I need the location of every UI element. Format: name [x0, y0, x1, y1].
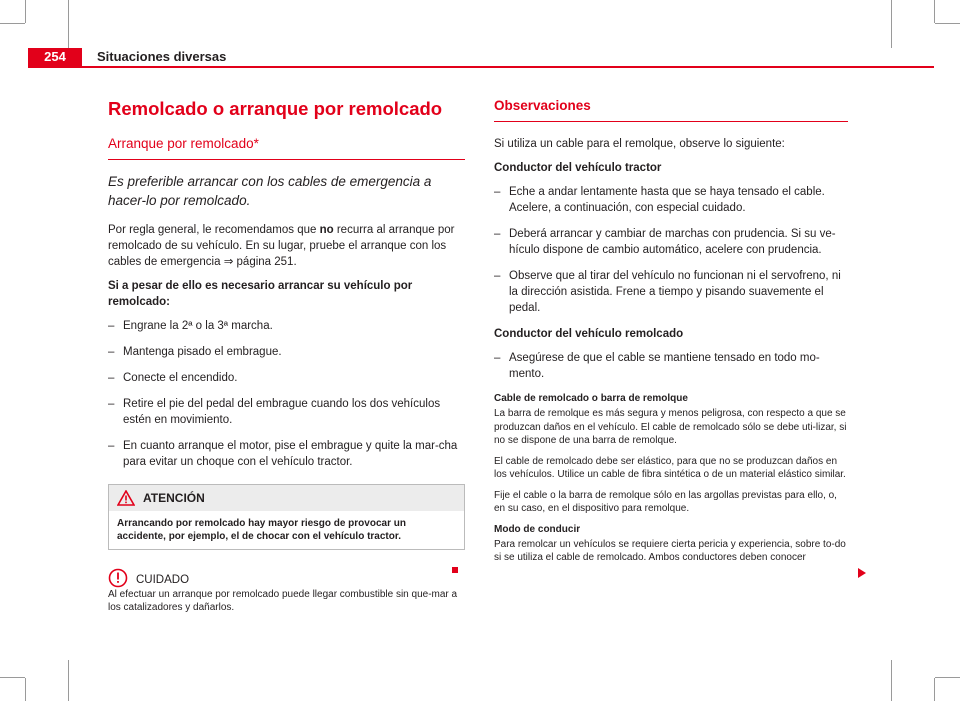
crop-mark	[934, 0, 935, 23]
list-item: – En cuanto arranque el motor, pise el embrague y quite la mar-cha para evitar un choque con el vehículo tractor.	[108, 438, 465, 470]
emphasis: no	[319, 224, 334, 236]
left-column	[108, 97, 465, 614]
list-item: – Retire el pie del pedal del embrague cuando los dos vehículos estén en movimiento.	[108, 396, 465, 428]
towing-list	[494, 184, 848, 316]
crop-mark	[934, 678, 935, 701]
steps-list	[108, 318, 465, 470]
warning-triangle-icon	[117, 490, 135, 506]
list-item: – Conecte el encendido.	[108, 370, 465, 386]
towed-list	[494, 350, 848, 382]
list-item: – Observe que al tirar del vehículo no funcionan ni el servofreno, ni la dirección asistida. Frene a tiempo y pisando suavemente el pedal.	[494, 268, 848, 316]
list-item: – Asegúrese de que el cable se mantiene tensado en todo mo-mento.	[494, 350, 848, 382]
crop-mark	[935, 677, 960, 678]
exclamation-circle-icon	[108, 568, 128, 588]
page-number: 254	[28, 48, 82, 66]
warning-title: ATENCIÓN	[143, 491, 205, 505]
list-item: – Engrane la 2ª o la 3ª marcha.	[108, 318, 465, 334]
observations-title: Observaciones	[494, 97, 848, 122]
paragraph: Fije el cable o la barra de remolque sólo en las argollas previstas para ello, o, en su caso, en el dispositivo para remolque.	[494, 489, 837, 514]
header-rule	[28, 66, 934, 68]
subtitle: Arranque por remolcado*	[108, 135, 465, 160]
continue-arrow-icon	[858, 568, 866, 578]
driving-heading: Modo de conducir	[494, 523, 581, 535]
paragraph: La barra de remolque es más segura y menos peligrosa, con respecto a que se produzcan daños en el vehículo. El cable de remolcado sólo se debe uti-lizar, si no se dispone de una barra de remolque.	[494, 408, 847, 446]
caution-text: Al efectuar un arranque por remolcado puede llegar combustible sin que-mar a los catalizadores y dañarlos.	[108, 589, 458, 613]
list-item: – Mantenga pisado el embrague.	[108, 344, 465, 360]
paragraph: El cable de remolcado debe ser elástico, para que no se produzcan daños en los vehículos. Utilice un cable de fibra sintética o de un material elástico similar.	[494, 455, 846, 480]
crop-mark	[891, 0, 892, 48]
crop-mark	[891, 660, 892, 701]
paragraph: Si utiliza un cable para el remolque, observe lo siguiente:	[494, 138, 785, 150]
cable-heading: Cable de remolcado o barra de remolque	[494, 393, 688, 404]
list-item: – Eche a andar lentamente hasta que se haya tensado el cable. Acelere, a continuación, con especial cuidado.	[494, 184, 848, 216]
intro-text: Es preferible arrancar con los cables de emergencia a hacer-lo por remolcado.	[108, 174, 432, 208]
caution-header	[108, 568, 465, 588]
crop-mark	[68, 0, 69, 48]
warning-header	[109, 485, 464, 511]
steps-heading: Si a pesar de ello es necesario arrancar su vehículo por remolcado:	[108, 280, 413, 308]
caution-title: CUIDADO	[136, 574, 190, 586]
crop-mark	[25, 678, 26, 701]
towed-driver-heading: Conductor del vehículo remolcado	[494, 328, 684, 340]
crop-mark	[25, 0, 26, 23]
crop-mark	[0, 677, 25, 678]
right-column	[494, 97, 848, 572]
crop-mark	[68, 660, 69, 701]
paragraph: Para remolcar un vehículos se requiere cierta pericia y experiencia, sobre to-do si se utiliza el cable de remolcado. Ambos conductores deben conocer	[494, 538, 846, 563]
crop-mark	[0, 23, 25, 24]
warning-box	[108, 484, 465, 550]
towing-driver-heading: Conductor del vehículo tractor	[494, 162, 662, 174]
section-title: Situaciones diversas	[97, 49, 227, 64]
warning-text: Arrancando por remolcado hay mayor riesgo de provocar un accidente, por ejemplo, el de chocar con el vehículo tractor.	[117, 518, 406, 542]
crop-mark	[935, 23, 960, 24]
list-item: – Deberá arrancar y cambiar de marchas con prudencia. Si su ve-hículo dispone de cambio automático, acelere con prudencia.	[494, 226, 848, 258]
paragraph: Por regla general, le recomendamos que no recurra al arranque por remolcado de su vehículo. En su lugar, pruebe el arranque con los cables de emergencia ⇒ página 251.	[108, 224, 455, 268]
section-end-marker	[452, 567, 458, 573]
main-title: Remolcado o arranque por remolcado	[108, 98, 443, 119]
